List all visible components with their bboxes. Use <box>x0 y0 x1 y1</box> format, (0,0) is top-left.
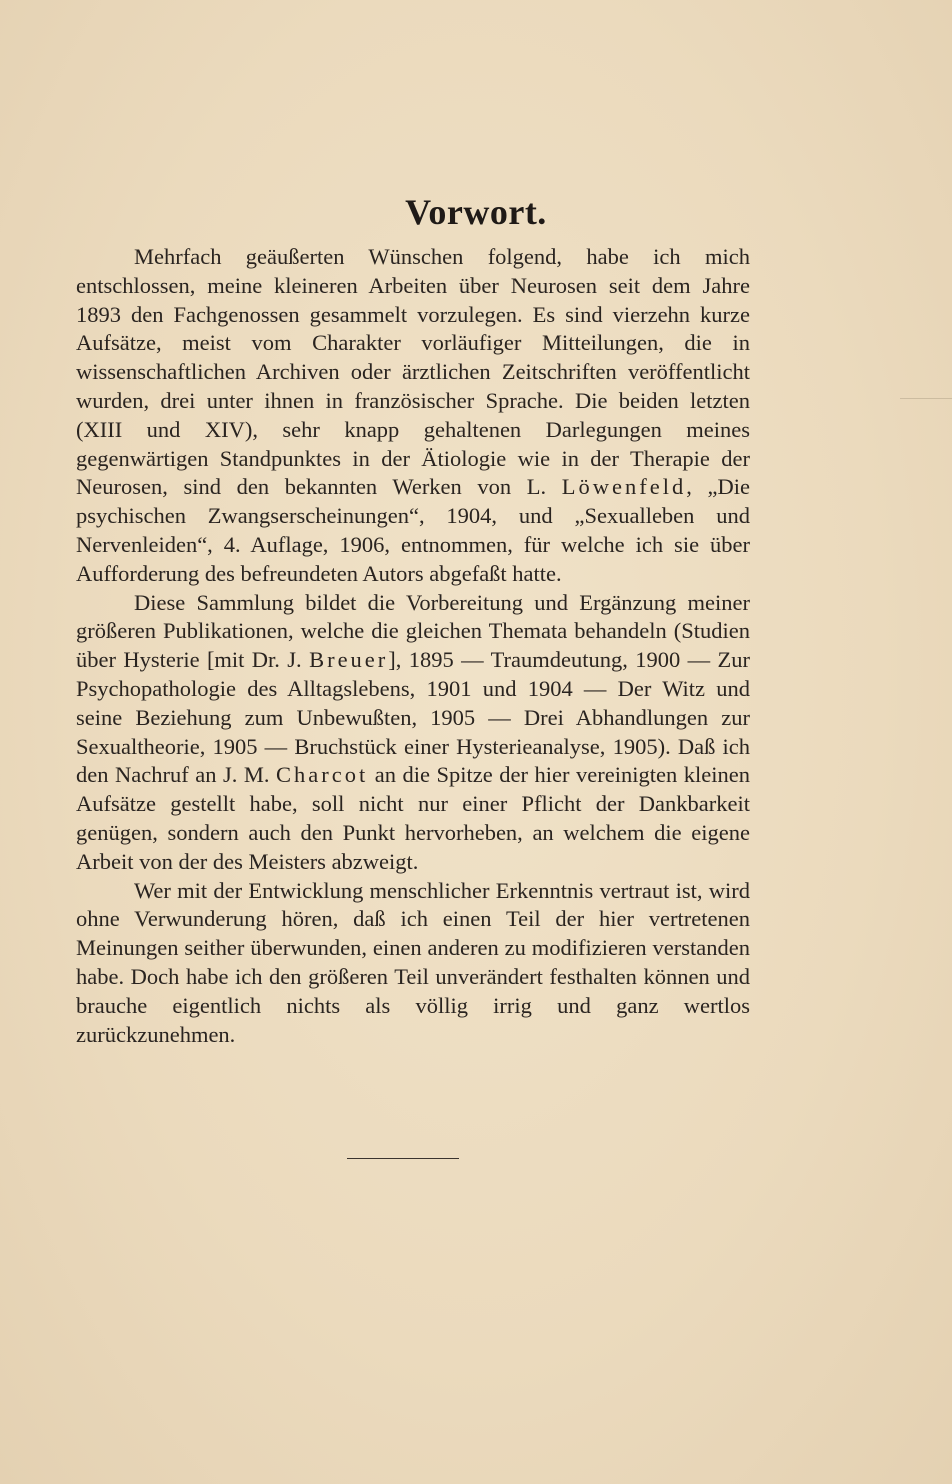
page-edge-mark <box>900 398 952 399</box>
paragraph <box>76 877 750 1050</box>
closing-rule <box>347 1158 459 1159</box>
text-segment: Wer mit der Entwicklung menschlicher Erkenntnis vertraut ist, wird ohne Verwunderung hören, daß ich einen Teil der hier vertretenen Meinungen seither überwunden, einen anderen zu modifizieren verstanden habe. Doch habe ich den größeren Teil unverändert festhalten können und brauche eigentlich nichts als völlig irrig und ganz wertlos zurückzunehmen. <box>76 877 750 1047</box>
text-segment: an die Spitze der hier vereinigten kleinen Aufsätze gestellt habe, soll nicht nur einer Pflicht der Dankbarkeit genügen, sondern auch den Punkt hervorheben, an welchem die eigene Arbeit von der des Meisters abzweigt. <box>76 762 750 874</box>
author-name-spaced: Löwenfeld <box>561 474 687 500</box>
paragraph <box>76 243 750 589</box>
text-segment: , „Die psychischen Zwangserscheinungen“, 1904, und „Sexualleben und Nervenleiden“, 4. Auflage, 1906, entnommen, für welche ich sie über Aufforderung des befreundeten Autors abgefaßt hatte. <box>76 474 750 586</box>
paragraph <box>76 589 750 877</box>
text-segment: Mehrfach geäußerten Wünschen folgend, habe ich mich entschlossen, meine kleineren Arbeiten über Neurosen seit dem Jahre 1893 den Fachgenossen gesammelt vorzulegen. Es sind vierzehn kurze Aufsätze, meist vom Charakter vorläufiger Mitteilungen, die in wissenschaftlichen Archiven oder ärztlichen Zeitschriften veröffentlicht wurden, drei unter ihnen in französischer Sprache. Die beiden letzten (XIII und XIV), sehr knapp gehaltenen Darlegungen meines gegenwärtigen Standpunktes in der Ätiologie wie in der Therapie der Neurosen, sind den bekannten Werken von L. <box>76 244 750 500</box>
author-name-spaced: Breuer <box>309 647 389 673</box>
preface-body <box>76 243 750 1049</box>
text-segment: Diese Sammlung bildet die Vorbereitung und Ergänzung meiner größeren Publikationen, welche die gleichen Themata behandeln (Studien über Hysterie [mit Dr. J. <box>76 589 750 673</box>
text-segment: ], 1895 — Traumdeutung, 1900 — Zur Psychopathologie des Alltagslebens, 1901 und 1904 — Der Witz und seine Beziehung zum Unbewußten, 1905 — Drei Abhandlungen zur Sexualtheorie, 1905 — Bruchstück einer Hysterieanalyse, 1905). Daß ich den Nachruf an J. M. <box>76 647 750 788</box>
page-title: Vorwort. <box>405 192 547 232</box>
author-name-spaced: Charcot <box>276 762 369 788</box>
